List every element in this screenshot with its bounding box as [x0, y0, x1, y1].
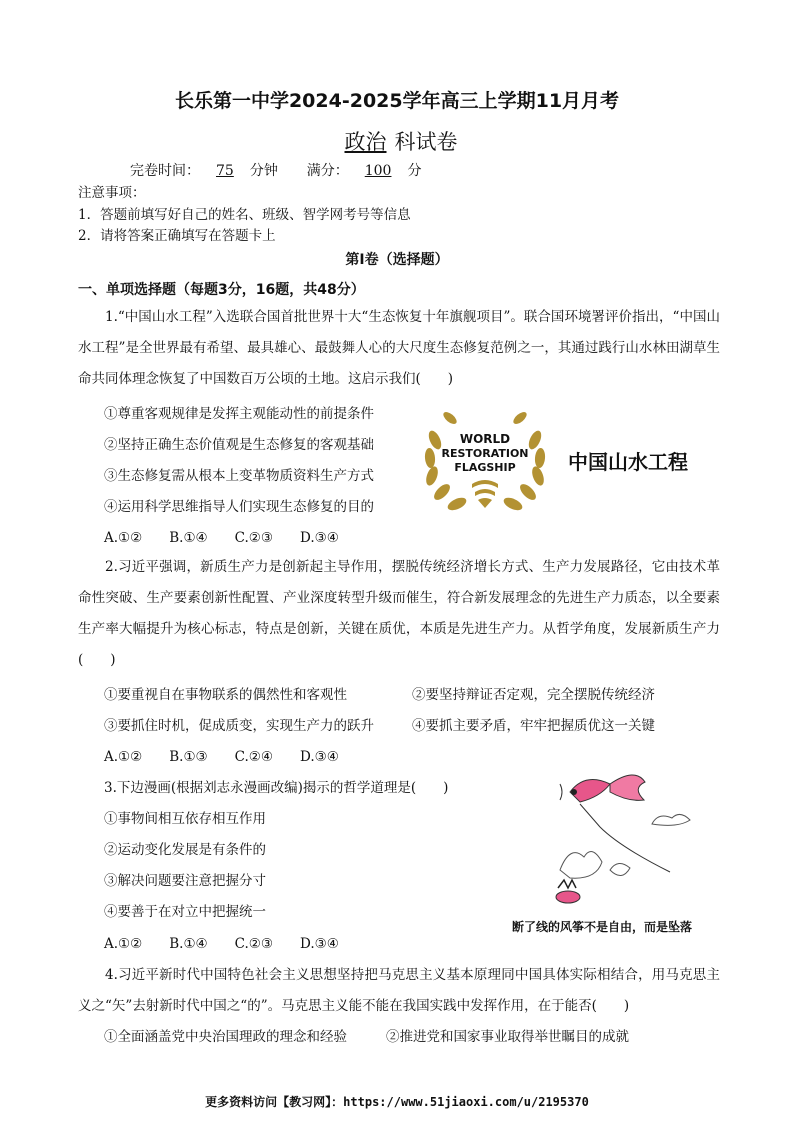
cloud-icon	[560, 852, 602, 879]
question-3-stem: 3.下边漫画(根据刘志永漫画改编)揭示的哲学道理是( )	[104, 780, 449, 796]
q3-option: ④要善于在对立中把握统一	[104, 904, 266, 920]
notes-heading: 注意事项：	[78, 185, 146, 201]
q2-option: ①要重视自在事物联系的偶然性和客观性	[104, 687, 347, 703]
question-4-stem: 4.习近平新时代中国特色社会主义思想坚持把马克思主义基本原理同中国具体实际相结合，用马克思主义之“矢”去射新时代中国之“的”。马克思主义能不能在我国实践中发挥作用，在于能否( )	[78, 967, 720, 1014]
score-label: 满分：	[306, 163, 349, 179]
time-value: 75	[216, 163, 234, 179]
q2-option: ②要坚持辩证否定观，完全摆脱传统经济	[412, 687, 655, 703]
q4-option: ②推进党和国家事业取得举世瞩目的成就	[386, 1029, 629, 1045]
logo-line: WORLD	[459, 432, 511, 446]
q1-option: ③生态修复需从根本上变革物质资料生产方式	[104, 468, 374, 484]
logo-line: RESTORATION	[441, 447, 529, 460]
q2-option: ③要抓住时机，促成质变，实现生产力的跃升	[104, 718, 374, 734]
exam-subtitle	[0, 126, 794, 156]
q2-choices: A.①② B.①③ C.②④ D.③④	[104, 749, 339, 765]
time-label: 完卷时间：	[130, 163, 200, 179]
note-item: 1．答题前填写好自己的姓名、班级、智学网考号等信息	[78, 207, 411, 223]
cloud-icon	[610, 863, 630, 875]
note-item: 2．请将答案正确填写在答题卡上	[78, 228, 276, 244]
q1-option: ①尊重客观规律是发挥主观能动性的前提条件	[104, 406, 374, 422]
falling-person-icon	[556, 880, 580, 903]
time-unit: 分钟	[249, 163, 278, 179]
q1-choices: A.①② B.①④ C.②③ D.③④	[104, 530, 339, 546]
score-unit: 分	[407, 163, 422, 179]
footer-link[interactable]: 更多资料访问【教习网】：https://www.51jiaoxi.com/u/2195370	[205, 1095, 589, 1109]
q2-option: ④要抓主要矛盾，牢牢把握质优这一关键	[412, 718, 655, 734]
q3-option: ①事物间相互依存相互作用	[104, 811, 266, 827]
question-2-stem: 2.习近平强调，新质生产力是创新起主导作用，摆脱传统经济增长方式、生产力发展路径，它由技术革命性突破、生产要素创新性配置、产业深度转型升级而催生，符合新发展理念的先进生产力质态，以全要素生产率大幅提升为核心标志，特点是创新，关键在质优，本质是先进生产力。从哲学角度，发展新质生产力( )	[78, 559, 720, 668]
question-1-stem: 1.“中国山水工程”入选联合国首批世界十大“生态恢复十年旗舰项目”。联合国环境署评价指出，“中国山水工程”是全世界最有希望、最具雄心、最鼓舞人心的大尺度生态修复范例之一，其通过践行山水林田湖草生命共同体理念恢复了中国数百万公顷的土地。这启示我们( )	[78, 309, 720, 387]
section-heading: 一、单项选择题（每题3分，16题，共48分）	[78, 282, 365, 298]
q1-option: ④运用科学思维指导人们实现生态修复的目的	[104, 499, 374, 515]
score-value: 100	[364, 163, 392, 179]
volume-heading: 第I卷（选择题）	[345, 252, 449, 268]
q4-option: ①全面涵盖党中央治国理政的理念和经验	[104, 1029, 347, 1045]
q1-option: ②坚持正确生态价值观是生态修复的客观基础	[104, 437, 374, 453]
fish-kite-icon	[560, 775, 645, 802]
subtitle-suffix: 科试卷	[394, 130, 458, 154]
exam-meta	[130, 160, 421, 180]
logo-line: FLAGSHIP	[454, 461, 516, 474]
cloud-icon	[652, 814, 690, 825]
logo-caption: 中国山水工程	[568, 450, 688, 474]
kite-cartoon-illustration	[540, 762, 716, 912]
cartoon-caption: 断了线的风筝不是自由，而是坠落	[512, 920, 693, 934]
q3-option: ③解决问题要注意把握分寸	[104, 873, 266, 889]
q3-option: ②运动变化发展是有条件的	[104, 842, 266, 858]
exam-title: 长乐第一中学2024-2025学年高三上学期11月月考	[174, 90, 620, 112]
q3-choices: A.①② B.①④ C.②③ D.③④	[104, 936, 339, 952]
subject-name: 政治	[344, 130, 387, 154]
world-restoration-flagship-logo	[420, 400, 550, 520]
